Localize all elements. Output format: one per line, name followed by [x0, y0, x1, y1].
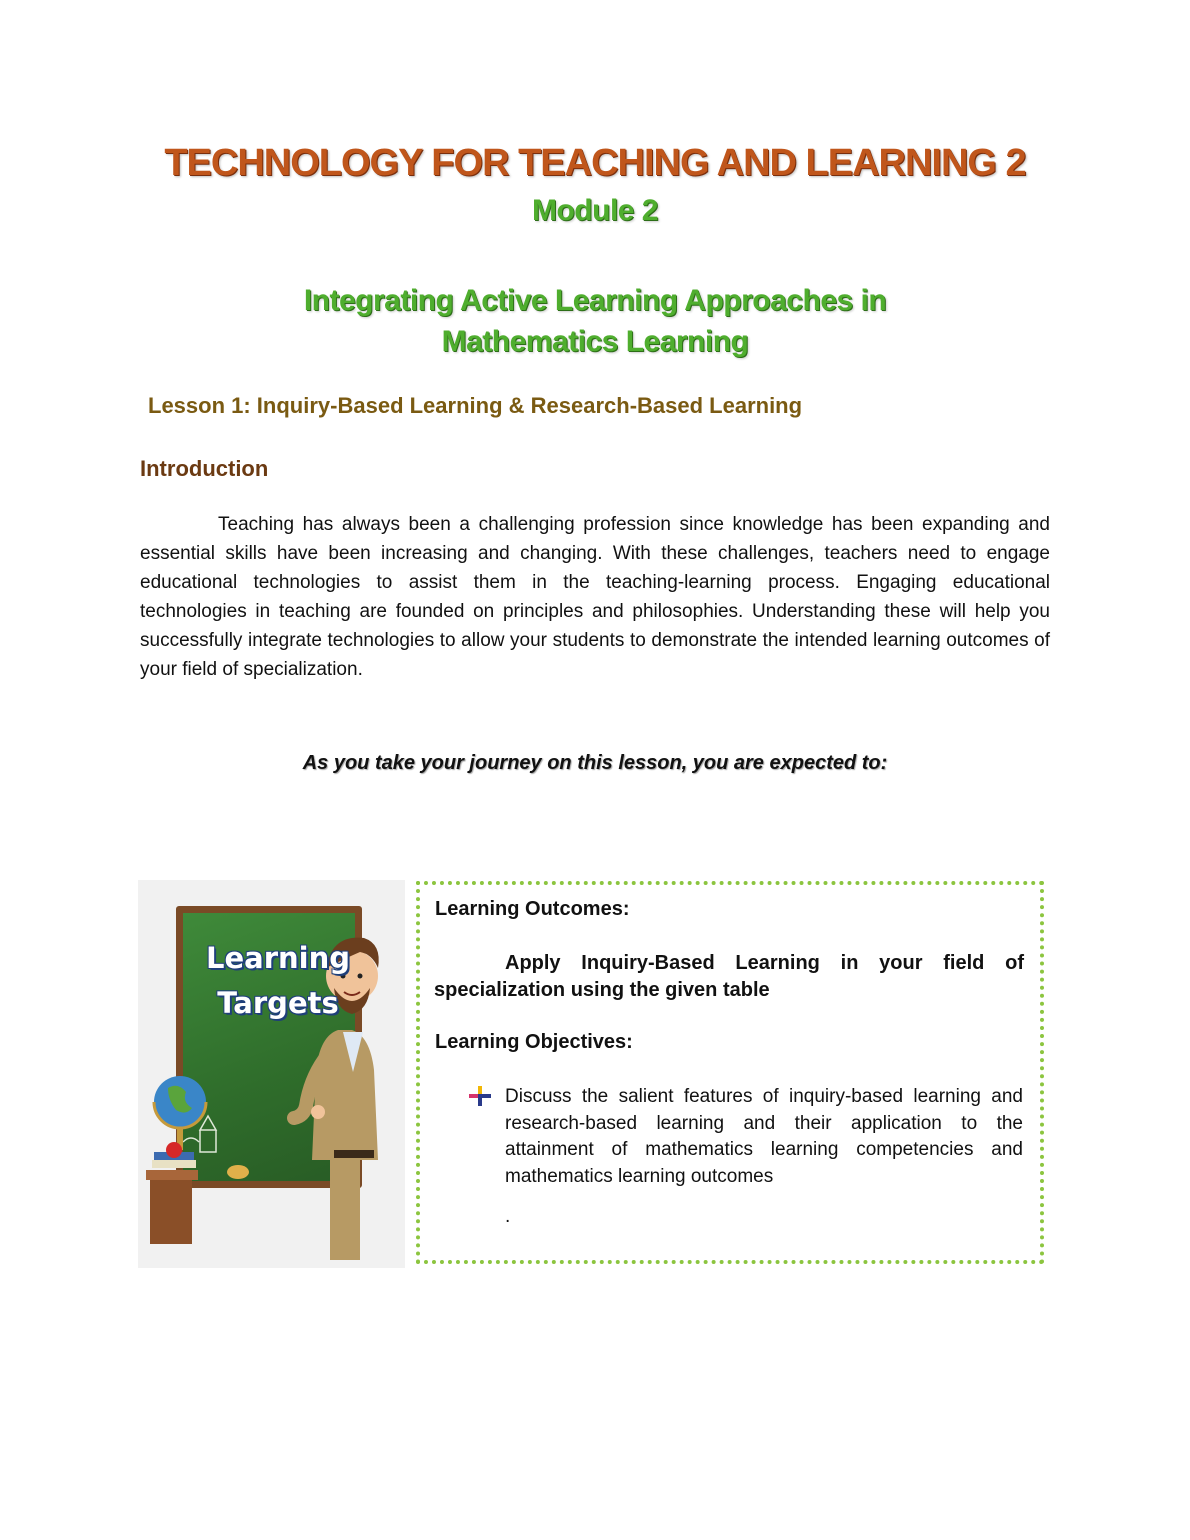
introduction-heading: Introduction — [140, 456, 269, 481]
expectation-statement: As you take your journey on this lesson, you are expected to: — [302, 752, 888, 774]
learning-outcomes-heading: Learning Outcomes: — [435, 898, 630, 920]
board-line-1: Learning — [205, 941, 350, 975]
learning-outcome-text: Apply Inquiry-Based Learning in your field of specialization using the given table — [434, 952, 1024, 1001]
trailing-period: . — [505, 1206, 511, 1227]
subtitle-line-1: Integrating Active Learning Approaches in — [303, 284, 887, 317]
subtitle-line-2: Mathematics Learning — [441, 325, 749, 358]
learning-objectives-heading: Learning Objectives: — [435, 1031, 633, 1053]
learning-targets-label — [190, 936, 366, 1026]
document-title: TECHNOLOGY FOR TEACHING AND LEARNING 2 — [164, 142, 1026, 184]
bullet-icon — [469, 1086, 491, 1106]
introduction-paragraph: Teaching has always been a challenging profession since knowledge has been expanding and essential skills have been increasing and changing. With these challenges, teachers need to engage educational technologies to assist them in the teaching-learning process. Engaging educational technologies in teaching are founded on principles and philosophies. Understanding these will help you successfully integrate technologies to allow your students to demonstrate the intended learning outcomes of your field of specialization. — [140, 514, 1050, 680]
module-subtitle — [0, 280, 1190, 362]
learning-objective-item: Discuss the salient features of inquiry-based learning and research-based learning and their application to the attainment of mathematics learning competencies and mathematics learning outcomes — [505, 1086, 1023, 1187]
lesson-title: Lesson 1: Inquiry-Based Learning & Research-Based Learning — [148, 393, 803, 418]
module-label: Module 2 — [531, 194, 658, 227]
board-line-2: Targets — [217, 986, 339, 1020]
